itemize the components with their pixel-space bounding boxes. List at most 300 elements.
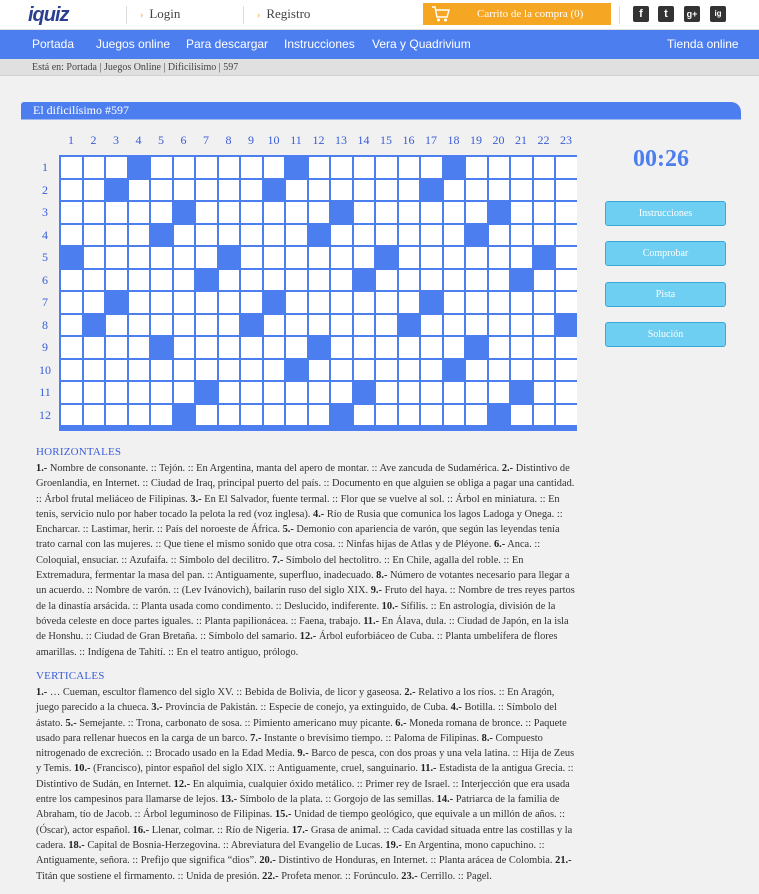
grid-cell[interactable]: [219, 360, 240, 381]
grid-cell[interactable]: [354, 247, 375, 268]
grid-cell[interactable]: [556, 382, 577, 403]
grid-cell[interactable]: [129, 382, 150, 403]
grid-cell[interactable]: [61, 382, 82, 403]
grid-cell[interactable]: [61, 337, 82, 358]
grid-cell[interactable]: [354, 405, 375, 426]
grid-cell[interactable]: [489, 225, 510, 246]
grid-cell[interactable]: [444, 225, 465, 246]
grid-cell[interactable]: [534, 405, 555, 426]
grid-cell[interactable]: [219, 405, 240, 426]
grid-cell[interactable]: [84, 337, 105, 358]
grid-cell[interactable]: [534, 157, 555, 178]
grid-cell[interactable]: [489, 180, 510, 201]
grid-cell[interactable]: [174, 225, 195, 246]
grid-cell[interactable]: [264, 382, 285, 403]
grid-cell[interactable]: [309, 270, 330, 291]
grid-cell[interactable]: [444, 292, 465, 313]
grid-cell[interactable]: [466, 360, 487, 381]
grid-cell[interactable]: [489, 382, 510, 403]
login-link[interactable]: [140, 6, 180, 22]
grid-cell[interactable]: [376, 360, 397, 381]
grid-cell[interactable]: [556, 202, 577, 223]
grid-cell[interactable]: [174, 382, 195, 403]
grid-cell[interactable]: [106, 202, 127, 223]
grid-cell[interactable]: [196, 292, 217, 313]
grid-cell[interactable]: [196, 180, 217, 201]
grid-cell[interactable]: [376, 202, 397, 223]
row-label: 8: [42, 317, 48, 332]
grid-cell[interactable]: [331, 337, 352, 358]
clue-number: 5.-: [282, 524, 294, 536]
clue-number: 22.-: [262, 870, 279, 882]
grid-cell[interactable]: [106, 270, 127, 291]
grid-cell[interactable]: [129, 247, 150, 268]
grid-cell[interactable]: [354, 315, 375, 336]
grid-cell[interactable]: [61, 270, 82, 291]
grid-cell[interactable]: [129, 225, 150, 246]
grid-cell[interactable]: [399, 382, 420, 403]
solucion-button[interactable]: Solución: [605, 322, 726, 347]
grid-cell[interactable]: [444, 270, 465, 291]
grid-cell[interactable]: [421, 337, 442, 358]
grid-cell[interactable]: [196, 405, 217, 426]
grid-cell[interactable]: [309, 157, 330, 178]
grid-cell[interactable]: [399, 270, 420, 291]
grid-cell[interactable]: [309, 382, 330, 403]
grid-cell[interactable]: [376, 292, 397, 313]
grid-cell[interactable]: [129, 337, 150, 358]
site-logo[interactable]: [28, 4, 106, 26]
grid-cell[interactable]: [264, 360, 285, 381]
register-label: Registro: [266, 6, 311, 21]
grid-cell[interactable]: [489, 157, 510, 178]
grid-cell[interactable]: [354, 292, 375, 313]
grid-cell[interactable]: [421, 405, 442, 426]
grid-cell[interactable]: [174, 360, 195, 381]
grid-cell[interactable]: [309, 360, 330, 381]
grid-cell[interactable]: [534, 315, 555, 336]
grid-cell[interactable]: [466, 247, 487, 268]
grid-cell[interactable]: [174, 157, 195, 178]
grid-cell[interactable]: [241, 337, 262, 358]
grid-cell[interactable]: [264, 157, 285, 178]
grid-cell[interactable]: [376, 225, 397, 246]
grid-cell[interactable]: [309, 180, 330, 201]
grid-cell[interactable]: [511, 292, 532, 313]
black-cell: [241, 315, 262, 336]
grid-cell[interactable]: [129, 292, 150, 313]
grid-cell[interactable]: [196, 337, 217, 358]
grid-cell[interactable]: [399, 360, 420, 381]
grid-cell[interactable]: [511, 180, 532, 201]
grid-cell[interactable]: [466, 180, 487, 201]
grid-cell[interactable]: [466, 405, 487, 426]
grid-cell[interactable]: [196, 202, 217, 223]
grid-cell[interactable]: [264, 270, 285, 291]
grid-cell[interactable]: [196, 247, 217, 268]
grid-cell[interactable]: [399, 225, 420, 246]
grid-cell[interactable]: [399, 337, 420, 358]
black-cell: [354, 382, 375, 403]
grid-cell[interactable]: [466, 157, 487, 178]
grid-cell[interactable]: [466, 270, 487, 291]
grid-cell[interactable]: [511, 157, 532, 178]
grid-cell[interactable]: [286, 405, 307, 426]
grid-cell[interactable]: [219, 180, 240, 201]
column-label: 9: [248, 133, 254, 147]
grid-cell[interactable]: [151, 180, 172, 201]
grid-cell[interactable]: [241, 292, 262, 313]
grid-cell[interactable]: [354, 202, 375, 223]
grid-cell[interactable]: [331, 382, 352, 403]
nav-vera-quadrivium[interactable]: Vera y Quadrivium: [372, 37, 471, 51]
grid-cell[interactable]: [399, 180, 420, 201]
grid-cell[interactable]: [129, 360, 150, 381]
row-label: 9: [42, 340, 48, 354]
grid-cell[interactable]: [174, 180, 195, 201]
grid-cell[interactable]: [196, 157, 217, 178]
grid-cell[interactable]: [151, 405, 172, 426]
grid-cell[interactable]: [534, 360, 555, 381]
grid-cell[interactable]: [286, 270, 307, 291]
grid-cell[interactable]: [174, 337, 195, 358]
cart-button[interactable]: [423, 3, 611, 25]
column-label: 2: [90, 133, 97, 147]
column-label: 12: [312, 133, 325, 147]
grid-cell[interactable]: [196, 360, 217, 381]
login-label: Login: [149, 6, 181, 21]
grid-cell[interactable]: [151, 157, 172, 178]
grid-cell[interactable]: [331, 225, 352, 246]
facebook-icon[interactable]: f: [633, 6, 649, 22]
grid-cell[interactable]: [219, 202, 240, 223]
grid-cell[interactable]: [61, 292, 82, 313]
grid-cell[interactable]: [444, 405, 465, 426]
nav-para-descargar[interactable]: Para descargar: [186, 37, 269, 51]
nav-tienda-online[interactable]: Tienda online: [667, 37, 739, 51]
clue-text: Compuesto nitrogenado de excreción. :: Brocado usado en la Edad Media.: [36, 732, 543, 760]
grid-cell[interactable]: [376, 315, 397, 336]
grid-cell[interactable]: [466, 202, 487, 223]
grid-cell[interactable]: [376, 337, 397, 358]
grid-cell[interactable]: [444, 247, 465, 268]
grid-cell[interactable]: [151, 315, 172, 336]
black-cell: [331, 405, 352, 426]
grid-cell[interactable]: [556, 157, 577, 178]
black-cell: [354, 270, 375, 291]
grid-cell[interactable]: [106, 315, 127, 336]
grid-cell[interactable]: [309, 405, 330, 426]
grid-cell[interactable]: [219, 382, 240, 403]
grid-cell[interactable]: [286, 180, 307, 201]
grid-cell[interactable]: [556, 360, 577, 381]
grid-cell[interactable]: [421, 270, 442, 291]
grid-cell[interactable]: [151, 247, 172, 268]
grid-cell[interactable]: [354, 157, 375, 178]
grid-cell[interactable]: [421, 382, 442, 403]
grid-cell[interactable]: [489, 315, 510, 336]
grid-cell[interactable]: [61, 202, 82, 223]
clue-number: 7.-: [250, 732, 262, 744]
grid-cell[interactable]: [444, 315, 465, 336]
grid-cell[interactable]: [421, 247, 442, 268]
grid-cell[interactable]: [511, 315, 532, 336]
grid-cell[interactable]: [399, 405, 420, 426]
grid-cell[interactable]: [556, 180, 577, 201]
google-plus-icon[interactable]: g+: [684, 6, 700, 22]
grid-cell[interactable]: [309, 247, 330, 268]
grid-cell[interactable]: [129, 180, 150, 201]
grid-cell[interactable]: [151, 382, 172, 403]
page-title: El dificilísimo #597: [33, 103, 129, 117]
grid-cell[interactable]: [264, 315, 285, 336]
grid-cell[interactable]: [84, 157, 105, 178]
grid-cell[interactable]: [534, 270, 555, 291]
row-label: 2: [42, 182, 48, 197]
grid-cell[interactable]: [421, 202, 442, 223]
grid-cell[interactable]: [106, 247, 127, 268]
grid-cell[interactable]: [331, 157, 352, 178]
clue-text: Fruto del haya. :: Nombre de tres reyes partos de la dinastía arsácida. :: Planta usada como condimento. :: Deslucido, indiferente.: [36, 585, 575, 612]
cart-icon: [431, 5, 451, 23]
grid-cell[interactable]: [264, 202, 285, 223]
grid-cell[interactable]: [286, 247, 307, 268]
black-cell: [466, 225, 487, 246]
grid-cell[interactable]: [61, 405, 82, 426]
grid-cell[interactable]: [241, 382, 262, 403]
grid-cell[interactable]: [331, 180, 352, 201]
grid-cell[interactable]: [331, 247, 352, 268]
grid-cell[interactable]: [309, 315, 330, 336]
grid-cell[interactable]: [489, 360, 510, 381]
grid-cell[interactable]: [556, 270, 577, 291]
grid-cell[interactable]: [534, 292, 555, 313]
grid-cell[interactable]: [174, 247, 195, 268]
grid-cell[interactable]: [534, 337, 555, 358]
grid-cell[interactable]: [354, 337, 375, 358]
row-label: 10: [39, 362, 51, 377]
grid-cell[interactable]: [534, 180, 555, 201]
column-label: 20: [492, 133, 505, 147]
black-cell: [511, 382, 532, 403]
clue-text: Río de Rusia que comunica los lagos Ladoga y Onega. :: Encharcar. :: Lastimar, herir. :: País del noroeste de África.: [36, 508, 563, 536]
grid-cell[interactable]: [129, 405, 150, 426]
grid-cell[interactable]: [106, 405, 127, 426]
grid-cell[interactable]: [196, 315, 217, 336]
top-bar: [0, 0, 759, 30]
grid-cell[interactable]: [331, 270, 352, 291]
grid-cell[interactable]: [61, 180, 82, 201]
black-cell: [84, 315, 105, 336]
grid-cell[interactable]: [376, 405, 397, 426]
grid-cell[interactable]: [61, 315, 82, 336]
grid-cell[interactable]: [84, 360, 105, 381]
grid-cell[interactable]: [376, 180, 397, 201]
grid-cell[interactable]: [241, 180, 262, 201]
column-label: 15: [380, 133, 392, 147]
column-label: 4: [135, 133, 142, 147]
grid-cell[interactable]: [61, 360, 82, 381]
grid-cell[interactable]: [286, 315, 307, 336]
grid-cell[interactable]: [84, 225, 105, 246]
grid-cell[interactable]: [489, 247, 510, 268]
black-cell: [534, 247, 555, 268]
grid-cell[interactable]: [286, 202, 307, 223]
grid-cell[interactable]: [421, 157, 442, 178]
column-label: 6: [180, 133, 187, 147]
grid-cell[interactable]: [286, 382, 307, 403]
grid-cell[interactable]: [309, 292, 330, 313]
grid-cell[interactable]: [556, 337, 577, 358]
grid-cell[interactable]: [84, 202, 105, 223]
grid-cell[interactable]: [376, 157, 397, 178]
black-cell: [399, 315, 420, 336]
nav-portada[interactable]: Portada: [32, 37, 75, 51]
grid-cell[interactable]: [241, 157, 262, 178]
nav-juegos-online[interactable]: Juegos online: [96, 37, 171, 51]
grid-cell[interactable]: [556, 247, 577, 268]
grid-cell[interactable]: [511, 337, 532, 358]
grid-cell[interactable]: [466, 292, 487, 313]
grid-cell[interactable]: [84, 382, 105, 403]
grid-cell[interactable]: [219, 157, 240, 178]
grid-cell[interactable]: [556, 292, 577, 313]
grid-cell[interactable]: [264, 225, 285, 246]
grid-cell[interactable]: [421, 360, 442, 381]
grid-cell[interactable]: [466, 382, 487, 403]
grid-cell[interactable]: [376, 270, 397, 291]
grid-cell[interactable]: [421, 315, 442, 336]
clue-text: Sífilis. :: En astrología, división de la bóveda celeste en doce partes iguales. :: Planta papilionácea. :: Faena, trabajo.: [36, 600, 556, 627]
grid-cell[interactable]: [511, 202, 532, 223]
grid-cell[interactable]: [286, 225, 307, 246]
grid-cell[interactable]: [84, 247, 105, 268]
grid-cell[interactable]: [106, 382, 127, 403]
grid-cell[interactable]: [241, 270, 262, 291]
grid-cell[interactable]: [489, 337, 510, 358]
grid-cell[interactable]: [174, 315, 195, 336]
grid-cell[interactable]: [264, 247, 285, 268]
grid-cell[interactable]: [421, 225, 442, 246]
grid-cell[interactable]: [129, 202, 150, 223]
grid-cell[interactable]: [241, 405, 262, 426]
black-cell: [151, 225, 172, 246]
grid-cell[interactable]: [129, 315, 150, 336]
grid-cell[interactable]: [61, 225, 82, 246]
clue-text: En Álava, dula. :: Ciudad de Japón, en la isla de Honshu. :: Ciudad de Gran Bretaña. :: Símbolo del samario.: [36, 615, 569, 643]
instagram-icon[interactable]: ig: [710, 6, 726, 22]
grid-cell[interactable]: [241, 247, 262, 268]
grid-cell[interactable]: [376, 382, 397, 403]
grid-cell[interactable]: [534, 225, 555, 246]
grid-cell[interactable]: [511, 360, 532, 381]
grid-cell[interactable]: [354, 225, 375, 246]
grid-cell[interactable]: [444, 337, 465, 358]
grid-cell[interactable]: [151, 360, 172, 381]
grid-cell[interactable]: [331, 292, 352, 313]
black-cell: [151, 337, 172, 358]
grid-cell[interactable]: [489, 270, 510, 291]
grid-cell[interactable]: [511, 405, 532, 426]
grid-cell[interactable]: [241, 202, 262, 223]
grid-cell[interactable]: [151, 270, 172, 291]
grid-cell[interactable]: [444, 180, 465, 201]
grid-cell[interactable]: [331, 360, 352, 381]
pista-button[interactable]: Pista: [605, 282, 726, 307]
grid-cell[interactable]: [151, 202, 172, 223]
puzzle-title-bar: [21, 102, 741, 119]
black-cell: [219, 247, 240, 268]
grid-cell[interactable]: [286, 292, 307, 313]
grid-cell[interactable]: [174, 292, 195, 313]
grid-cell[interactable]: [489, 292, 510, 313]
grid-cell[interactable]: [241, 360, 262, 381]
grid-cell[interactable]: [106, 157, 127, 178]
grid-cell[interactable]: [219, 225, 240, 246]
grid-cell[interactable]: [399, 247, 420, 268]
grid-cell[interactable]: [534, 202, 555, 223]
grid-cell[interactable]: [264, 405, 285, 426]
grid-cell[interactable]: [331, 315, 352, 336]
grid-cell[interactable]: [264, 337, 285, 358]
column-label: 19: [470, 133, 482, 147]
clue-number: 9.-: [370, 585, 382, 597]
top-separator: [243, 6, 244, 24]
grid-cell[interactable]: [219, 292, 240, 313]
grid-cell[interactable]: [61, 157, 82, 178]
grid-cell[interactable]: [241, 225, 262, 246]
grid-cell[interactable]: [219, 315, 240, 336]
grid-cell[interactable]: [106, 337, 127, 358]
twitter-icon[interactable]: t: [658, 6, 674, 22]
grid-cell[interactable]: [286, 337, 307, 358]
comprobar-button[interactable]: Comprobar: [605, 241, 726, 266]
register-link[interactable]: [257, 6, 310, 22]
grid-cell[interactable]: [511, 225, 532, 246]
grid-cell[interactable]: [84, 292, 105, 313]
grid-cell[interactable]: [444, 202, 465, 223]
clue-number: 12.-: [173, 778, 191, 790]
grid-cell[interactable]: [444, 382, 465, 403]
grid-cell[interactable]: [534, 382, 555, 403]
grid-cell[interactable]: [129, 270, 150, 291]
grid-cell[interactable]: [556, 225, 577, 246]
clue-number: 19.-: [385, 839, 402, 851]
grid-cell[interactable]: [399, 202, 420, 223]
grid-cell[interactable]: [354, 360, 375, 381]
grid-cell[interactable]: [196, 225, 217, 246]
grid-cell[interactable]: [151, 292, 172, 313]
grid-cell[interactable]: [84, 180, 105, 201]
clue-text: Barco de pesca, con dos proas y una vela latina. :: Hija de Zeus y Temis.: [36, 748, 575, 775]
grid-cell[interactable]: [219, 337, 240, 358]
grid-cell[interactable]: [399, 292, 420, 313]
grid-cell[interactable]: [174, 270, 195, 291]
instrucciones-button[interactable]: Instrucciones: [605, 201, 726, 226]
grid-cell[interactable]: [354, 180, 375, 201]
grid-cell[interactable]: [84, 405, 105, 426]
grid-cell[interactable]: [106, 225, 127, 246]
grid-cell[interactable]: [399, 157, 420, 178]
nav-instrucciones[interactable]: Instrucciones: [284, 37, 355, 51]
grid-cell[interactable]: [511, 247, 532, 268]
grid-cell[interactable]: [309, 202, 330, 223]
grid-cell[interactable]: [106, 360, 127, 381]
grid-cell[interactable]: [84, 270, 105, 291]
grid-cell[interactable]: [466, 315, 487, 336]
grid-cell[interactable]: [219, 270, 240, 291]
grid-cell[interactable]: [556, 405, 577, 426]
